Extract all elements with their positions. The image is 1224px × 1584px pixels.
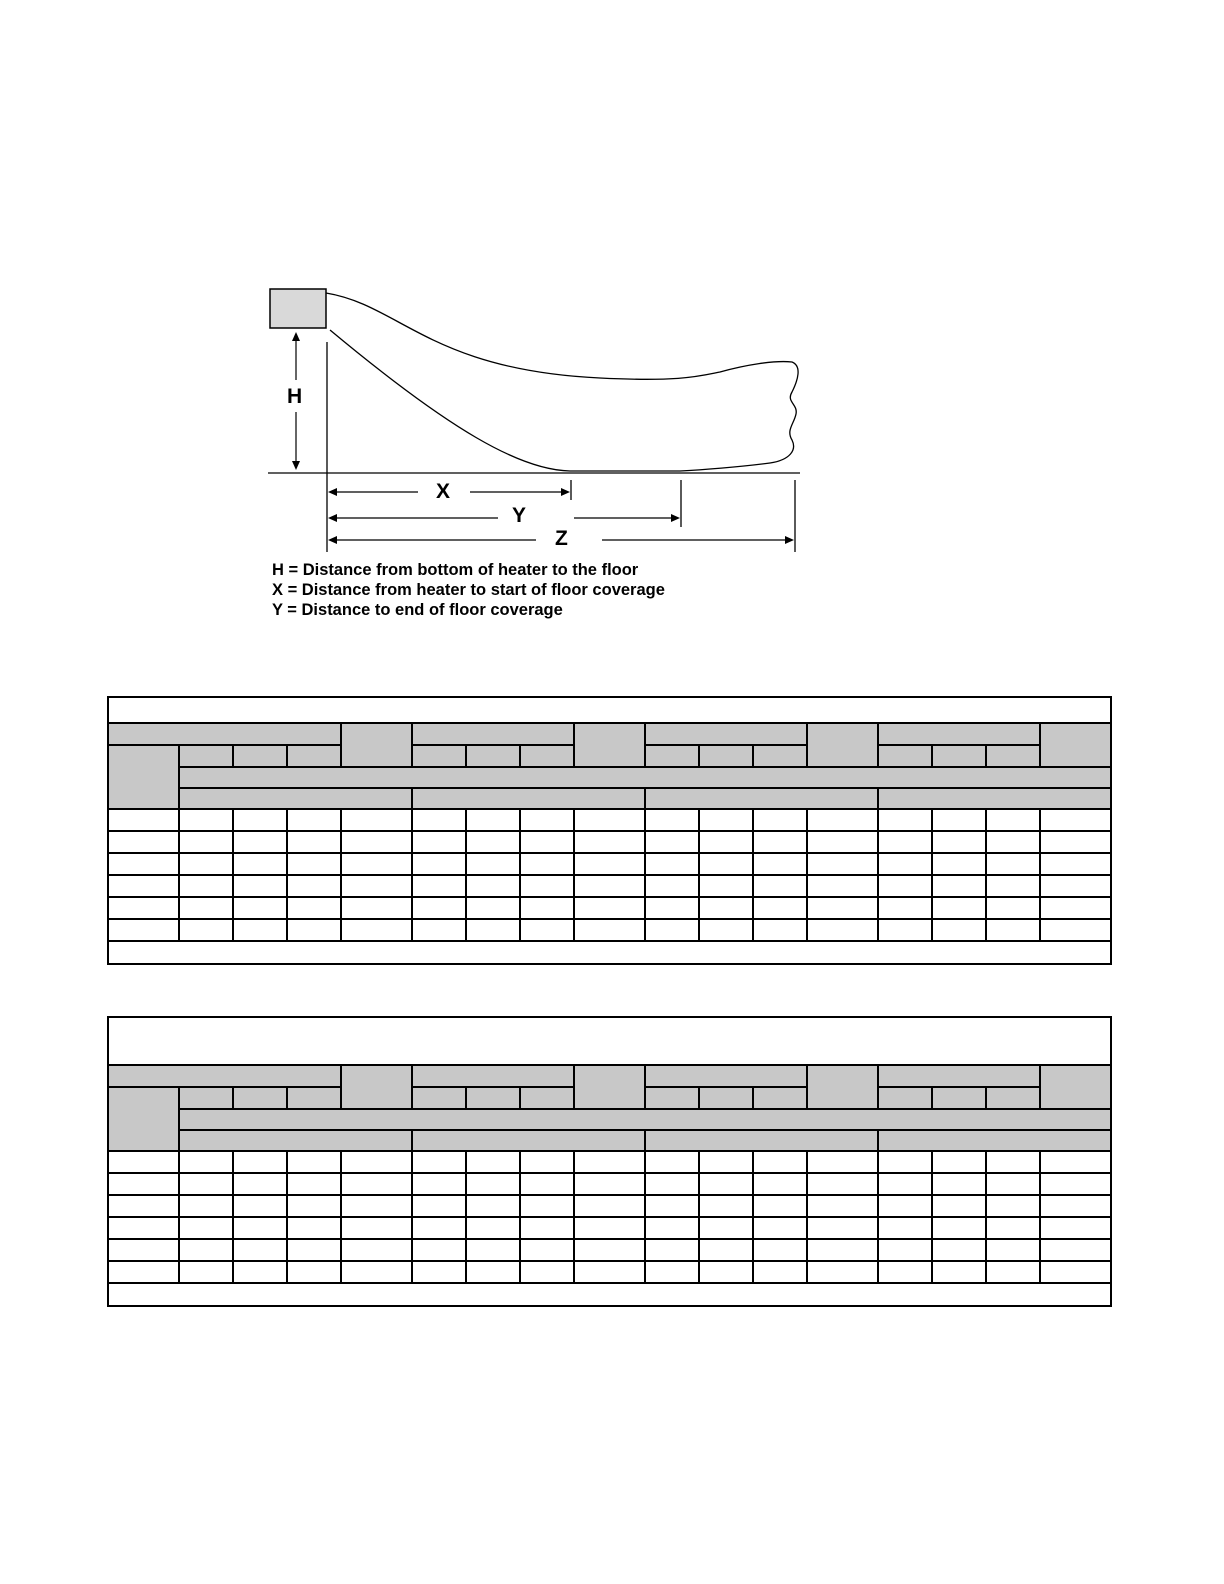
table-row xyxy=(108,1151,1111,1173)
table-cell xyxy=(753,1151,807,1173)
table-cell xyxy=(753,831,807,853)
table-cell xyxy=(520,919,574,941)
throw-table-2 xyxy=(107,1016,1106,1307)
table-cell xyxy=(699,1151,753,1173)
table-cell xyxy=(520,875,574,897)
table-cell xyxy=(807,1261,878,1283)
table-cell xyxy=(574,1217,645,1239)
table-cell xyxy=(878,1173,932,1195)
table-cell xyxy=(878,1195,932,1217)
table-cell xyxy=(878,1239,932,1261)
table-cell xyxy=(341,1173,412,1195)
table-cell xyxy=(574,919,645,941)
table-cell xyxy=(986,875,1040,897)
table-cell xyxy=(645,1217,699,1239)
table-cell xyxy=(520,1195,574,1217)
table-cell xyxy=(466,831,520,853)
table-cell xyxy=(179,1195,233,1217)
table-cell xyxy=(233,853,287,875)
table-cell xyxy=(645,1151,699,1173)
table-cell xyxy=(108,1217,179,1239)
table-cell xyxy=(179,1173,233,1195)
header-cell xyxy=(932,1087,986,1109)
table-cell xyxy=(986,853,1040,875)
header-cell xyxy=(179,1087,233,1109)
table-cell xyxy=(412,1261,466,1283)
table-cell xyxy=(412,831,466,853)
table-cell xyxy=(233,1217,287,1239)
sub-header xyxy=(645,788,878,809)
table-cell xyxy=(878,809,932,831)
table-cell xyxy=(287,1195,341,1217)
table-cell xyxy=(574,1261,645,1283)
table-cell xyxy=(341,809,412,831)
table-cell xyxy=(341,853,412,875)
header-cell xyxy=(287,745,341,767)
table-cell xyxy=(233,875,287,897)
table-cell xyxy=(466,1195,520,1217)
table-cell xyxy=(807,1239,878,1261)
table-cell xyxy=(108,875,179,897)
table-cell xyxy=(699,853,753,875)
table-row xyxy=(108,1239,1111,1261)
table-cell xyxy=(179,1261,233,1283)
header-cell xyxy=(233,745,287,767)
legend-y: Y = Distance to end of floor coverage xyxy=(272,601,563,619)
z-label: Z xyxy=(555,527,568,550)
table-cell xyxy=(341,1239,412,1261)
table-cell xyxy=(1040,1217,1111,1239)
column-header xyxy=(341,723,412,767)
table-cell xyxy=(645,875,699,897)
air-throw-pattern xyxy=(326,293,798,471)
header-cell xyxy=(412,745,466,767)
table-cell xyxy=(1040,853,1111,875)
table-cell xyxy=(108,897,179,919)
table-cell xyxy=(699,1261,753,1283)
table-cell xyxy=(108,1173,179,1195)
table-cell xyxy=(287,875,341,897)
table-cell xyxy=(287,831,341,853)
table-row xyxy=(108,1261,1111,1283)
table-cell xyxy=(807,897,878,919)
table-cell xyxy=(108,1239,179,1261)
table-cell xyxy=(466,1261,520,1283)
table-cell xyxy=(108,919,179,941)
table-cell xyxy=(233,897,287,919)
table-cell xyxy=(287,919,341,941)
table-cell xyxy=(520,1151,574,1173)
table-cell xyxy=(341,1195,412,1217)
header-cell xyxy=(753,745,807,767)
table-cell xyxy=(341,875,412,897)
table-cell xyxy=(699,809,753,831)
column-header xyxy=(807,723,878,767)
table-cell xyxy=(520,1261,574,1283)
table-cell xyxy=(466,809,520,831)
table-cell xyxy=(753,853,807,875)
table-cell xyxy=(179,897,233,919)
table-row xyxy=(108,853,1111,875)
table-cell xyxy=(574,831,645,853)
sub-header xyxy=(179,1130,412,1151)
table-cell xyxy=(108,1151,179,1173)
table-cell xyxy=(986,1239,1040,1261)
table-cell xyxy=(179,1239,233,1261)
table-cell xyxy=(1040,1195,1111,1217)
header-cell xyxy=(878,745,932,767)
table-row xyxy=(108,1195,1111,1217)
table-cell xyxy=(341,1261,412,1283)
header-cell xyxy=(986,745,1040,767)
table-cell xyxy=(466,853,520,875)
table-cell xyxy=(699,1173,753,1195)
table-cell xyxy=(932,853,986,875)
group-header xyxy=(878,1065,1040,1087)
table-cell xyxy=(699,1195,753,1217)
column-header xyxy=(341,1065,412,1109)
table-cell xyxy=(645,919,699,941)
header-cell xyxy=(520,745,574,767)
table-cell xyxy=(520,1239,574,1261)
table-cell xyxy=(233,1173,287,1195)
table-cell xyxy=(753,1195,807,1217)
table-cell xyxy=(932,1261,986,1283)
table-row xyxy=(108,1217,1111,1239)
table-cell xyxy=(233,1195,287,1217)
table-cell xyxy=(753,897,807,919)
table-cell xyxy=(520,897,574,919)
table-cell xyxy=(986,1151,1040,1173)
table-cell xyxy=(878,853,932,875)
table-cell xyxy=(108,1261,179,1283)
table-cell xyxy=(807,1217,878,1239)
table-cell xyxy=(341,1151,412,1173)
header-cell xyxy=(932,745,986,767)
table-cell xyxy=(574,1151,645,1173)
table-cell xyxy=(574,809,645,831)
table-row xyxy=(108,831,1111,853)
table-cell xyxy=(574,897,645,919)
table-cell xyxy=(1040,1239,1111,1261)
table-cell xyxy=(179,1151,233,1173)
table-cell xyxy=(520,1173,574,1195)
row-header xyxy=(108,745,179,809)
table-cell xyxy=(108,1195,179,1217)
table-cell xyxy=(520,809,574,831)
column-header xyxy=(574,1065,645,1109)
header-cell xyxy=(287,1087,341,1109)
table-cell xyxy=(108,853,179,875)
table-title xyxy=(108,697,1111,723)
table-cell xyxy=(520,831,574,853)
table-cell xyxy=(233,1151,287,1173)
table-row xyxy=(108,897,1111,919)
table-cell xyxy=(412,853,466,875)
table-cell xyxy=(699,875,753,897)
table-cell xyxy=(287,1217,341,1239)
group-header xyxy=(412,723,574,745)
table-cell xyxy=(287,1239,341,1261)
table-cell xyxy=(233,1261,287,1283)
x-label: X xyxy=(436,480,451,503)
table-cell xyxy=(520,853,574,875)
header-cell xyxy=(753,1087,807,1109)
table-footer xyxy=(108,941,1111,964)
legend-h: H = Distance from bottom of heater to the floor xyxy=(272,561,639,579)
sub-header xyxy=(179,788,412,809)
table-cell xyxy=(878,1261,932,1283)
header-cell xyxy=(466,745,520,767)
legend-x: X = Distance from heater to start of floor coverage xyxy=(272,581,665,599)
table-cell xyxy=(878,831,932,853)
table-cell xyxy=(645,1195,699,1217)
table-cell xyxy=(1040,1173,1111,1195)
table-cell xyxy=(753,1173,807,1195)
table-cell xyxy=(108,831,179,853)
table-cell xyxy=(179,919,233,941)
table-cell xyxy=(466,919,520,941)
table-cell xyxy=(1040,1151,1111,1173)
table-cell xyxy=(932,1173,986,1195)
table-cell xyxy=(699,831,753,853)
sub-header xyxy=(412,788,645,809)
table-cell xyxy=(807,809,878,831)
table-cell xyxy=(986,1195,1040,1217)
heater-box xyxy=(270,289,326,328)
table-cell xyxy=(753,809,807,831)
header-cell xyxy=(412,1087,466,1109)
table-cell xyxy=(287,809,341,831)
header-cell xyxy=(179,745,233,767)
diagram-legend xyxy=(272,560,665,620)
group-header xyxy=(878,723,1040,745)
table-title xyxy=(108,1017,1111,1065)
table-row xyxy=(108,809,1111,831)
y-label: Y xyxy=(512,504,527,527)
table-cell xyxy=(807,831,878,853)
header-cell xyxy=(233,1087,287,1109)
table-cell xyxy=(878,1217,932,1239)
table-cell xyxy=(1040,831,1111,853)
table-cell xyxy=(341,919,412,941)
table-cell xyxy=(574,853,645,875)
table-cell xyxy=(287,1173,341,1195)
header-cell xyxy=(466,1087,520,1109)
table-cell xyxy=(645,853,699,875)
h-label: H xyxy=(287,385,303,408)
table-cell xyxy=(699,919,753,941)
column-header xyxy=(807,1065,878,1109)
table-cell xyxy=(1040,809,1111,831)
sub-header xyxy=(645,1130,878,1151)
table-cell xyxy=(753,919,807,941)
table-cell xyxy=(287,853,341,875)
table-cell xyxy=(341,897,412,919)
table-cell xyxy=(341,831,412,853)
table-cell xyxy=(287,897,341,919)
table-cell xyxy=(986,1173,1040,1195)
table-cell xyxy=(807,1195,878,1217)
table-cell xyxy=(412,1151,466,1173)
group-header xyxy=(412,1065,574,1087)
table-cell xyxy=(986,809,1040,831)
table-cell xyxy=(932,1239,986,1261)
group-header xyxy=(108,1065,341,1087)
table-cell xyxy=(807,853,878,875)
group-header xyxy=(645,1065,807,1087)
table-cell xyxy=(412,1217,466,1239)
header-cell xyxy=(645,1087,699,1109)
group-header xyxy=(108,723,341,745)
table-cell xyxy=(233,919,287,941)
sub-header xyxy=(412,1130,645,1151)
table-cell xyxy=(179,831,233,853)
table-cell xyxy=(466,1239,520,1261)
table-cell xyxy=(878,897,932,919)
table-cell xyxy=(753,1261,807,1283)
table-cell xyxy=(645,809,699,831)
table-cell xyxy=(645,831,699,853)
table-cell xyxy=(520,1217,574,1239)
table-cell xyxy=(932,1151,986,1173)
table-row xyxy=(108,919,1111,941)
column-header xyxy=(1040,723,1111,767)
table-cell xyxy=(986,919,1040,941)
table-cell xyxy=(574,1173,645,1195)
table-cell xyxy=(574,1239,645,1261)
table-cell xyxy=(645,1239,699,1261)
group-header xyxy=(645,723,807,745)
table-cell xyxy=(645,897,699,919)
header-cell xyxy=(986,1087,1040,1109)
table-cell xyxy=(466,1151,520,1173)
table-cell xyxy=(1040,919,1111,941)
table-footer xyxy=(108,1283,1111,1306)
table-cell xyxy=(1040,875,1111,897)
column-header xyxy=(574,723,645,767)
table-cell xyxy=(986,831,1040,853)
row-header xyxy=(108,1087,179,1151)
table-cell xyxy=(179,809,233,831)
table-cell xyxy=(574,875,645,897)
table-cell xyxy=(412,809,466,831)
table-cell xyxy=(878,919,932,941)
table-cell xyxy=(233,809,287,831)
table-cell xyxy=(233,1239,287,1261)
table-cell xyxy=(986,1261,1040,1283)
table-cell xyxy=(807,875,878,897)
table-cell xyxy=(233,831,287,853)
table-cell xyxy=(412,1195,466,1217)
table-cell xyxy=(466,897,520,919)
table-cell xyxy=(932,1217,986,1239)
table-cell xyxy=(932,875,986,897)
header-cell xyxy=(645,745,699,767)
table-cell xyxy=(1040,897,1111,919)
table-cell xyxy=(753,1239,807,1261)
table-cell xyxy=(108,809,179,831)
table-cell xyxy=(412,875,466,897)
table-cell xyxy=(341,1217,412,1239)
table-row xyxy=(108,1173,1111,1195)
table-cell xyxy=(179,853,233,875)
table-cell xyxy=(1040,1261,1111,1283)
table-cell xyxy=(807,1173,878,1195)
table-cell xyxy=(986,1217,1040,1239)
table-cell xyxy=(932,919,986,941)
table-cell xyxy=(645,1261,699,1283)
header-cell xyxy=(878,1087,932,1109)
throw-table-1 xyxy=(107,696,1106,965)
table-cell xyxy=(179,875,233,897)
table-cell xyxy=(466,1217,520,1239)
table-cell xyxy=(645,1173,699,1195)
table-cell xyxy=(753,1217,807,1239)
column-header xyxy=(1040,1065,1111,1109)
table-row xyxy=(108,875,1111,897)
unit-bar xyxy=(179,767,1111,788)
header-cell xyxy=(699,1087,753,1109)
table-cell xyxy=(807,919,878,941)
table-cell xyxy=(466,875,520,897)
unit-bar xyxy=(179,1109,1111,1130)
table-cell xyxy=(699,1217,753,1239)
table-cell xyxy=(986,897,1040,919)
table-cell xyxy=(699,1239,753,1261)
table-cell xyxy=(412,897,466,919)
table-cell xyxy=(932,897,986,919)
table-cell xyxy=(932,831,986,853)
table-cell xyxy=(699,897,753,919)
table-cell xyxy=(287,1151,341,1173)
sub-header xyxy=(878,1130,1111,1151)
table-cell xyxy=(807,1151,878,1173)
table-cell xyxy=(287,1261,341,1283)
table-cell xyxy=(574,1195,645,1217)
table-cell xyxy=(753,875,807,897)
table-cell xyxy=(878,875,932,897)
sub-header xyxy=(878,788,1111,809)
table-cell xyxy=(932,1195,986,1217)
table-cell xyxy=(878,1151,932,1173)
table-cell xyxy=(932,809,986,831)
table-cell xyxy=(412,1239,466,1261)
table-cell xyxy=(412,1173,466,1195)
table-cell xyxy=(466,1173,520,1195)
table-cell xyxy=(179,1217,233,1239)
table-cell xyxy=(412,919,466,941)
header-cell xyxy=(699,745,753,767)
header-cell xyxy=(520,1087,574,1109)
